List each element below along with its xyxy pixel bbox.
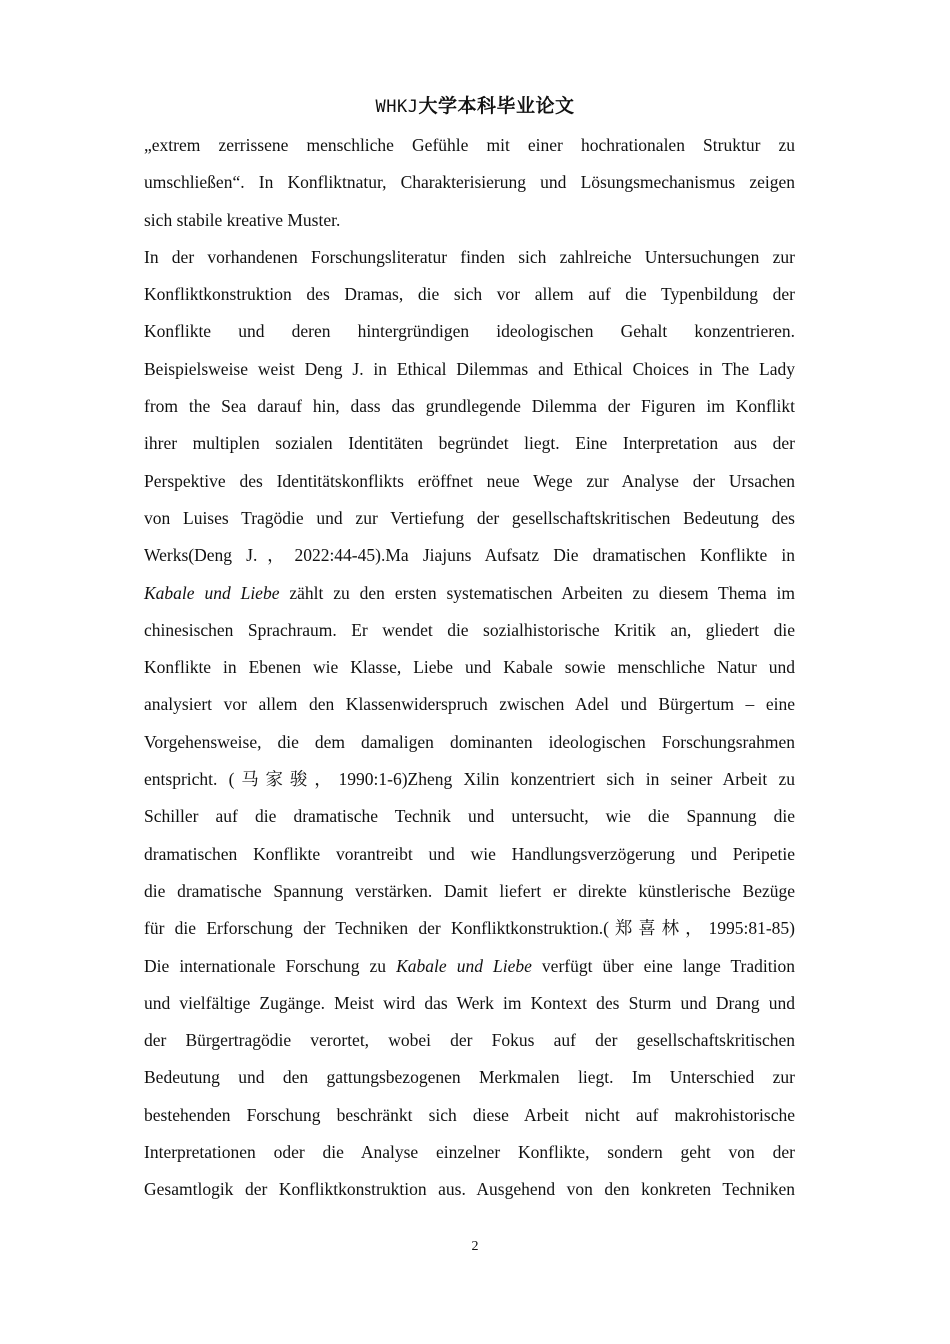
- text-line: [144, 910, 795, 947]
- text-segment: Interpretationen oder die Analyse einzelner Konflikte, sondern geht von der: [144, 1142, 795, 1163]
- text-line: [144, 127, 795, 164]
- text-segment: Schiller auf die dramatische Technik und untersucht, wie die Spannung die: [144, 806, 795, 827]
- header-prefix: WHKJ: [375, 97, 419, 117]
- work-title-italic: Kabale und Liebe: [396, 955, 532, 976]
- text-segment: sich stabile kreative Muster.: [144, 209, 341, 230]
- work-title-italic: Kabale und Liebe: [144, 582, 280, 603]
- text-segment: für die Erforschung der Techniken der Konfliktkonstruktion.(郑喜林，1995:81-85): [144, 918, 795, 939]
- text-segment: ihrer multiplen sozialen Identitäten begründet liegt. Eine Interpretation aus der: [144, 433, 795, 454]
- page-number: 2: [471, 1239, 479, 1254]
- text-segment: entspricht. (马家骏，1990:1-6)Zheng Xilin konzentriert sich in seiner Arbeit zu: [144, 769, 795, 790]
- text-line: [144, 313, 795, 350]
- text-segment: analysiert vor allem den Klassenwiderspruch zwischen Adel und Bürgertum – eine: [144, 694, 795, 715]
- text-line: [144, 537, 795, 574]
- text-line: [144, 164, 795, 201]
- header-title: 大学本科毕业论文: [418, 95, 575, 117]
- text-segment: Vorgehensweise, die dem damaligen dominanten ideologischen Forschungsrahmen: [144, 731, 795, 752]
- text-line: [144, 985, 795, 1022]
- text-line: [144, 276, 795, 313]
- text-segment: Konfliktkonstruktion des Dramas, die sich vor allem auf die Typenbildung der: [144, 284, 795, 305]
- text-segment: Die internationale Forschung zu: [144, 955, 397, 976]
- text-segment: von Luises Tragödie und zur Vertiefung der gesellschaftskritischen Bedeutung des: [144, 507, 795, 528]
- text-line: [144, 425, 795, 462]
- text-line: [144, 798, 795, 835]
- text-line: [144, 612, 795, 649]
- text-line: [144, 761, 795, 798]
- text-line: [144, 724, 795, 761]
- text-line: [144, 836, 795, 873]
- text-line: [144, 948, 795, 985]
- page-header: [0, 94, 950, 119]
- text-line: [144, 388, 795, 425]
- text-segment: Werks(Deng J.，2022:44-45).Ma Jiajuns Aufsatz Die dramatischen Konflikte in: [144, 545, 795, 566]
- text-segment: In der vorhandenen Forschungsliteratur finden sich zahlreiche Untersuchungen zur: [144, 246, 795, 267]
- text-segment: Konflikte und deren hintergründigen ideologischen Gehalt konzentrieren.: [144, 321, 795, 342]
- text-segment: und vielfältige Zugänge. Meist wird das Werk im Kontext des Sturm und Drang und: [144, 992, 795, 1013]
- text-segment: zählt zu den ersten systematischen Arbeiten zu diesem Thema im: [279, 582, 795, 603]
- text-line: [144, 873, 795, 910]
- text-line: [144, 649, 795, 686]
- text-line: [144, 202, 795, 239]
- text-segment: Beispielsweise weist Deng J. in Ethical Dilemmas and Ethical Choices in The Lady: [144, 358, 795, 379]
- text-segment: bestehenden Forschung beschränkt sich diese Arbeit nicht auf makrohistorische: [144, 1104, 795, 1125]
- text-segment: umschließen“. In Konfliktnatur, Charakterisierung und Lösungsmechanismus zeigen: [144, 172, 795, 193]
- text-segment: chinesischen Sprachraum. Er wendet die sozialhistorische Kritik an, gliedert die: [144, 619, 795, 640]
- text-line: [144, 1022, 795, 1059]
- text-segment: verfügt über eine lange Tradition: [531, 955, 795, 976]
- text-segment: dramatischen Konflikte vorantreibt und wie Handlungsverzögerung und Peripetie: [144, 843, 795, 864]
- text-line: [144, 1134, 795, 1171]
- text-line: [144, 1171, 795, 1208]
- text-segment: Perspektive des Identitätskonflikts eröffnet neue Wege zur Analyse der Ursachen: [144, 470, 795, 491]
- text-segment: der Bürgertragödie verortet, wobei der Fokus auf der gesellschaftskritischen: [144, 1030, 795, 1051]
- body-text: [144, 127, 795, 1209]
- text-segment: Konflikte in Ebenen wie Klasse, Liebe und Kabale sowie menschliche Natur und: [144, 657, 795, 678]
- text-line: [144, 575, 795, 612]
- text-segment: „extrem zerrissene menschliche Gefühle mit einer hochrationalen Struktur zu: [144, 135, 795, 155]
- text-line: [144, 239, 795, 276]
- text-segment: from the Sea darauf hin, dass das grundlegende Dilemma der Figuren im Konflikt: [144, 396, 795, 417]
- text-line: [144, 463, 795, 500]
- text-segment: die dramatische Spannung verstärken. Damit liefert er direkte künstlerische Bezüge: [144, 880, 795, 901]
- text-line: [144, 686, 795, 723]
- text-line: [144, 500, 795, 537]
- text-line: [144, 1097, 795, 1134]
- text-line: [144, 1059, 795, 1096]
- text-line: [144, 351, 795, 388]
- text-segment: Gesamtlogik der Konfliktkonstruktion aus. Ausgehend von den konkreten Techniken: [144, 1179, 795, 1200]
- text-segment: Bedeutung und den gattungsbezogenen Merkmalen liegt. Im Unterschied zur: [144, 1067, 795, 1088]
